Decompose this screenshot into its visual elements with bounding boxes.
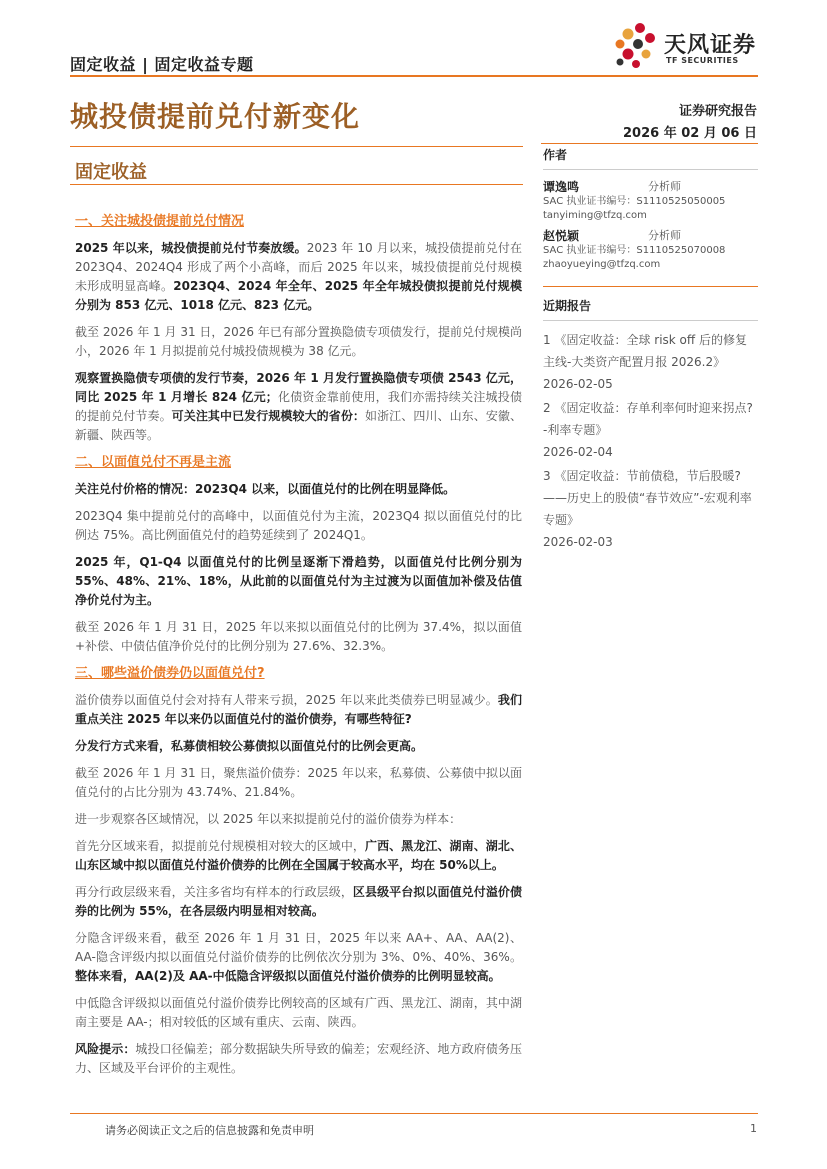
recent-report-item[interactable] xyxy=(543,465,758,553)
section-heading-1: 一、关注城投债提前兑付情况 xyxy=(75,214,245,229)
report-date: 2026 年 02 月 06 日 xyxy=(623,126,757,141)
authors-heading: 作者 xyxy=(543,148,568,162)
logo-chinese-name: 天风证券 xyxy=(664,33,757,58)
author-role: 分析师 xyxy=(648,229,681,242)
paragraph: 2025 年，Q1-Q4 以面值兑付的比例呈逐渐下滑趋势，以面值兑付比例分别为 55%、48%、21%、18%，从此前的以面值兑付为主过渡为以面值加补偿及估值净价兑付为主。 xyxy=(75,555,522,607)
paragraph: 中低隐含评级拟以面值兑付溢价债券比例较高的区域有广西、黑龙江、湖南，其中湖南主要是 AA-；相对较低的区域有重庆、云南、陕西。 xyxy=(75,996,522,1029)
paragraph: 溢价债券以面值兑付会对持有人带来亏损，2025 年以来此类债券已明显减少。我们重点关注 2025 年以来仍以面值兑付的溢价债券，有哪些特征? xyxy=(75,693,522,726)
page-number: 1 xyxy=(750,1122,757,1135)
paragraph: 截至 2026 年 1 月 31 日，2025 年以来拟以面值兑付的比例为 37.4%，拟以面值+补偿、中债估值净价兑付的比例分别为 27.6%、32.3%。 xyxy=(75,620,522,653)
paragraph: 观察置换隐债专项债的发行节奏，2026 年 1 月发行置换隐债专项债 2543 亿元，同比 2025 年 1 月增长 824 亿元；化债资金靠前使用，我们亦需持续关注城投债的提前兑付节奏。可关注其中已发行规模较大的省份：如浙江、四川、山东、安徽、新疆、陕西等。 xyxy=(75,371,522,442)
divider xyxy=(543,286,758,287)
recent-report-date: 2026-02-04 xyxy=(543,445,613,459)
tf-securities-logo xyxy=(612,22,762,72)
recent-report-date: 2026-02-03 xyxy=(543,535,613,549)
paragraph: 分发行方式来看，私募债相较公募债拟以面值兑付的比例会更高。 xyxy=(75,739,424,753)
paragraph: 截至 2026 年 1 月 31 日，2026 年已有部分置换隐债专项债发行，提前兑付规模尚小，2026 年 1 月拟提前兑付城投债规模为 38 亿元。 xyxy=(75,325,522,358)
main-content xyxy=(75,208,522,1086)
page-title: 城投债提前兑付新变化 xyxy=(70,100,361,133)
footer-disclaimer: 请务必阅读正文之后的信息披露和免责申明 xyxy=(105,1124,314,1137)
paragraph: 关注兑付价格的情况：2023Q4 以来，以面值兑付的比例在明显降低。 xyxy=(75,482,456,496)
recent-report-title: 2 《固定收益：存单利率何时迎来拐点? -利率专题》 xyxy=(543,401,753,437)
section-subtitle: 固定收益 xyxy=(75,162,147,183)
logo-mark-icon xyxy=(612,22,662,72)
paragraph: 进一步观察各区域情况，以 2025 年以来拟提前兑付的溢价债券为样本： xyxy=(75,812,462,826)
report-category: 固定收益 | 固定收益专题 xyxy=(70,55,254,74)
divider xyxy=(543,320,758,321)
risk-warning: 风险提示：城投口径偏差；部分数据缺失所导致的偏差；宏观经济、地方政府债务压力、区域及平台评价的主观性。 xyxy=(75,1042,522,1075)
paragraph: 2023Q4 集中提前兑付的高峰中，以面值兑付为主流，2023Q4 拟以面值兑付的比例达 75%。高比例面值兑付的趋势延续到了 2024Q1。 xyxy=(75,509,522,542)
author-email[interactable]: zhaoyueying@tfzq.com xyxy=(543,259,661,270)
author-block xyxy=(543,227,758,272)
logo-english-name: TF SECURITIES xyxy=(666,56,739,65)
author-email[interactable]: tanyiming@tfzq.com xyxy=(543,210,647,221)
paragraph: 2025 年以来，城投债提前兑付节奏放缓。2023 年 10 月以来，城投债提前兑付在 2023Q4、2024Q4 形成了两个小高峰，而后 2025 年以来，城投债提前兑付规模未形成明显高峰。2023Q4、2024 年全年、2025 年全年城投债拟提前兑付规模分别为 853 亿元、1018 亿元、823 亿元。 xyxy=(75,241,522,312)
author-name: 赵悦颖 xyxy=(543,229,580,243)
paragraph: 再分行政层级来看，关注多省均有样本的行政层级，区县级平台拟以面值兑付溢价债券的比例为 55%，在各层级内明显相对较高。 xyxy=(75,885,522,918)
author-block xyxy=(543,178,758,223)
footer-divider xyxy=(70,1113,758,1114)
report-type: 证券研究报告 xyxy=(678,104,757,119)
paragraph: 分隐含评级来看，截至 2026 年 1 月 31 日，2025 年以来 AA+、AA、AA(2)、AA-隐含评级内拟以面值兑付溢价债券的比例依次分别为 3%、0%、40%、36%。整体来看，AA(2)及 AA-中低隐含评级拟以面值兑付溢价债券的比例明显较高。 xyxy=(75,931,522,983)
sidebar xyxy=(543,146,758,555)
divider xyxy=(543,169,758,170)
title-divider xyxy=(70,146,523,147)
author-role: 分析师 xyxy=(648,180,681,193)
recent-reports-heading: 近期报告 xyxy=(543,299,592,313)
author-cert: SAC 执业证书编号：S1110525070008 xyxy=(543,245,726,256)
author-name: 谭逸鸣 xyxy=(543,180,580,194)
recent-report-title: 3 《固定收益：节前债稳，节后股暖? ——历史上的股债“春节效应”-宏观利率专题》 xyxy=(543,469,752,527)
section-heading-2: 二、以面值兑付不再是主流 xyxy=(75,455,232,470)
subtitle-divider xyxy=(70,184,523,185)
section-heading-3: 三、哪些溢价债券仍以面值兑付? xyxy=(75,666,265,681)
recent-report-item[interactable] xyxy=(543,329,758,395)
sidebar-top-divider xyxy=(541,143,758,144)
recent-report-date: 2026-02-05 xyxy=(543,377,613,391)
recent-report-title: 1 《固定收益：全球 risk off 后的修复主线-大类资产配置月报 2026.2》 xyxy=(543,333,747,369)
author-cert: SAC 执业证书编号：S1110525050005 xyxy=(543,196,726,207)
paragraph: 截至 2026 年 1 月 31 日，聚焦溢价债券：2025 年以来，私募债、公募债中拟以面值兑付的占比分别为 43.74%、21.84%。 xyxy=(75,766,522,799)
header-divider xyxy=(70,75,758,77)
paragraph: 首先分区域来看，拟提前兑付规模相对较大的区域中，广西、黑龙江、湖南、湖北、山东区域中拟以面值兑付溢价债券的比例在全国属于较高水平，均在 50%以上。 xyxy=(75,839,522,872)
recent-report-item[interactable] xyxy=(543,397,758,463)
